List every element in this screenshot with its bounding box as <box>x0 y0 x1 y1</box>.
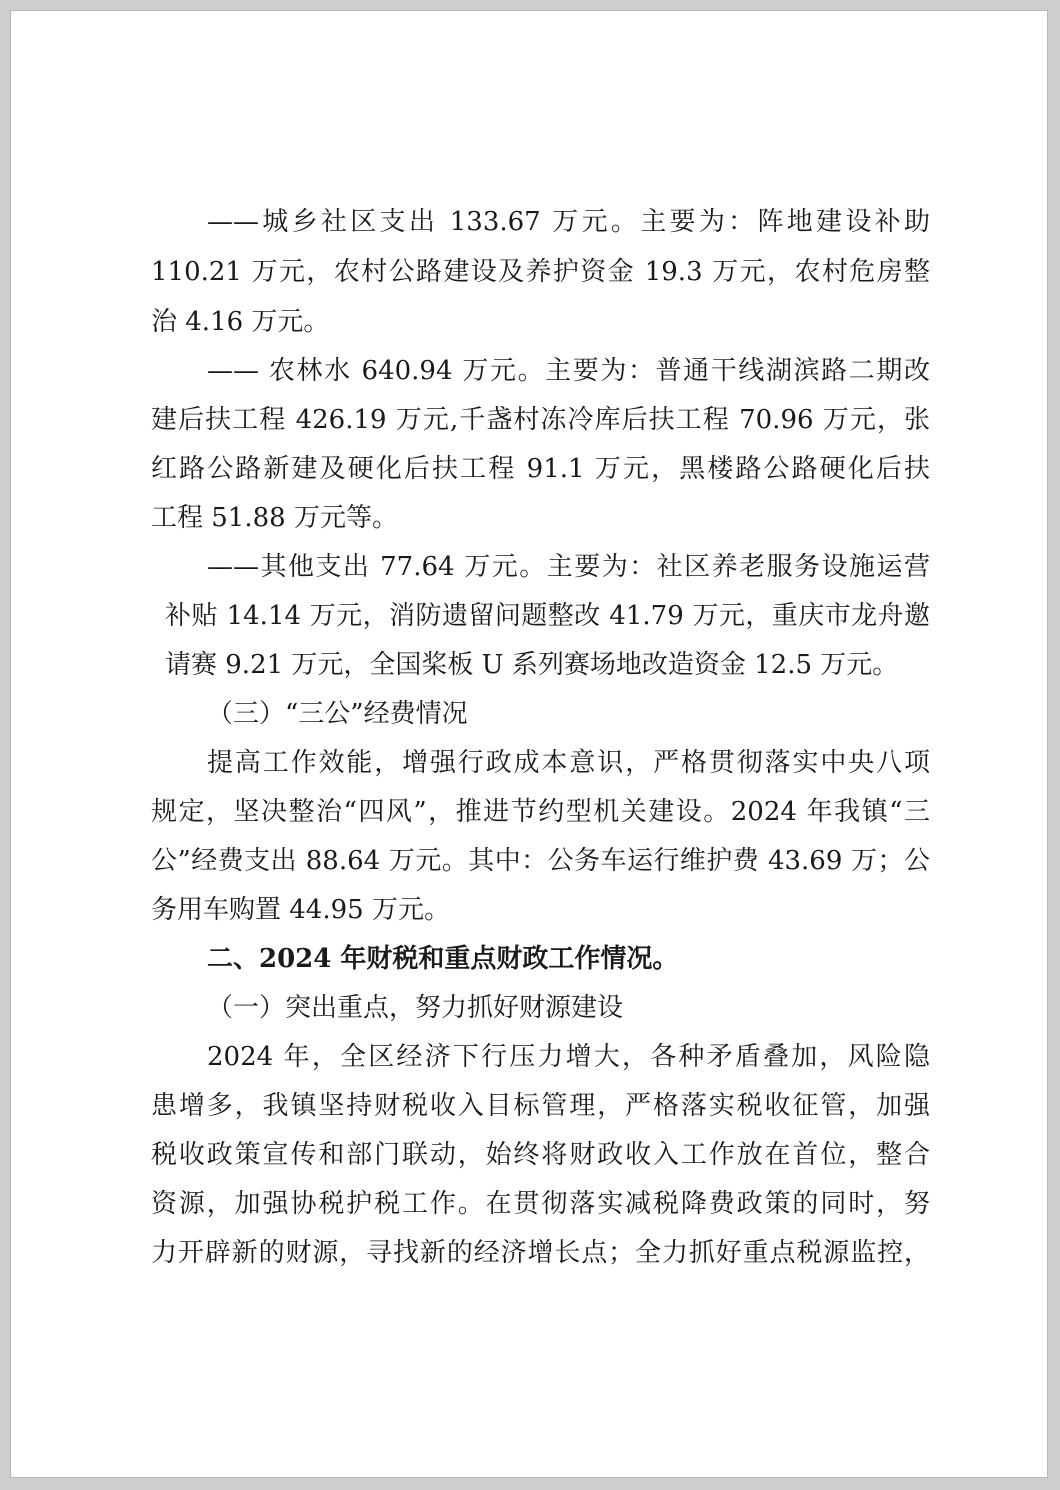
paragraph-line: ——其他支出 77.64 万元。主要为：社区养老服务设施运营 <box>207 552 930 582</box>
paragraph-line: ——城乡社区支出 133.67 万元。主要为：阵地建设补助 <box>207 207 930 237</box>
paragraph-line: 规定，坚决整治“四风”，推进节约型机关建设。2024 年我镇“三 <box>151 797 930 827</box>
paragraph-line: 补贴 14.14 万元，消防遗留问题整改 41.79 万元，重庆市龙舟邀 <box>165 601 930 631</box>
paragraph-line: 工程 51.88 万元等。 <box>151 503 398 533</box>
paragraph-line: 提高工作效能，增强行政成本意识，严格贯彻落实中央八项 <box>207 748 930 778</box>
paragraph-line: 务用车购置 44.95 万元。 <box>151 895 450 925</box>
paragraph-line: 公”经费支出 88.64 万元。其中：公务车运行维护费 43.69 万；公 <box>151 846 930 876</box>
paragraph-line: 税收政策宣传和部门联动，始终将财政收入工作放在首位，整合 <box>151 1140 930 1170</box>
paragraph-line: 资源，加强协税护税工作。在贯彻落实减税降费政策的同时，努 <box>151 1189 930 1219</box>
paragraph-line: 110.21 万元，农村公路建设及养护资金 19.3 万元，农村危房整 <box>151 257 930 287</box>
paragraph-line: 建后扶工程 426.19 万元,千盏村冻冷库后扶工程 70.96 万元，张 <box>151 405 930 435</box>
section-heading: 二、2024 年财税和重点财政工作情况。 <box>207 944 679 974</box>
paragraph-line: 请赛 9.21 万元，全国桨板 U 系列赛场地改造资金 12.5 万元。 <box>165 650 899 680</box>
paragraph-line: 红路公路新建及硬化后扶工程 91.1 万元，黑楼路公路硬化后扶 <box>151 454 930 484</box>
subsection-heading: （一）突出重点，努力抓好财源建设 <box>207 993 624 1023</box>
paragraph-line: 力开辟新的财源，寻找新的经济增长点；全力抓好重点税源监控， <box>151 1238 930 1268</box>
paragraph-line: 治 4.16 万元。 <box>151 307 330 337</box>
section-heading: （三）“三公”经费情况 <box>207 699 468 729</box>
paragraph-line: 患增多，我镇坚持财税收入目标管理，严格落实税收征管，加强 <box>151 1091 930 1121</box>
paragraph-line: 2024 年，全区经济下行压力增大，各种矛盾叠加，风险隐 <box>207 1042 930 1072</box>
paragraph-line: —— 农林水 640.94 万元。主要为：普通干线湖滨路二期改 <box>207 356 930 386</box>
document-page <box>10 10 1048 1478</box>
